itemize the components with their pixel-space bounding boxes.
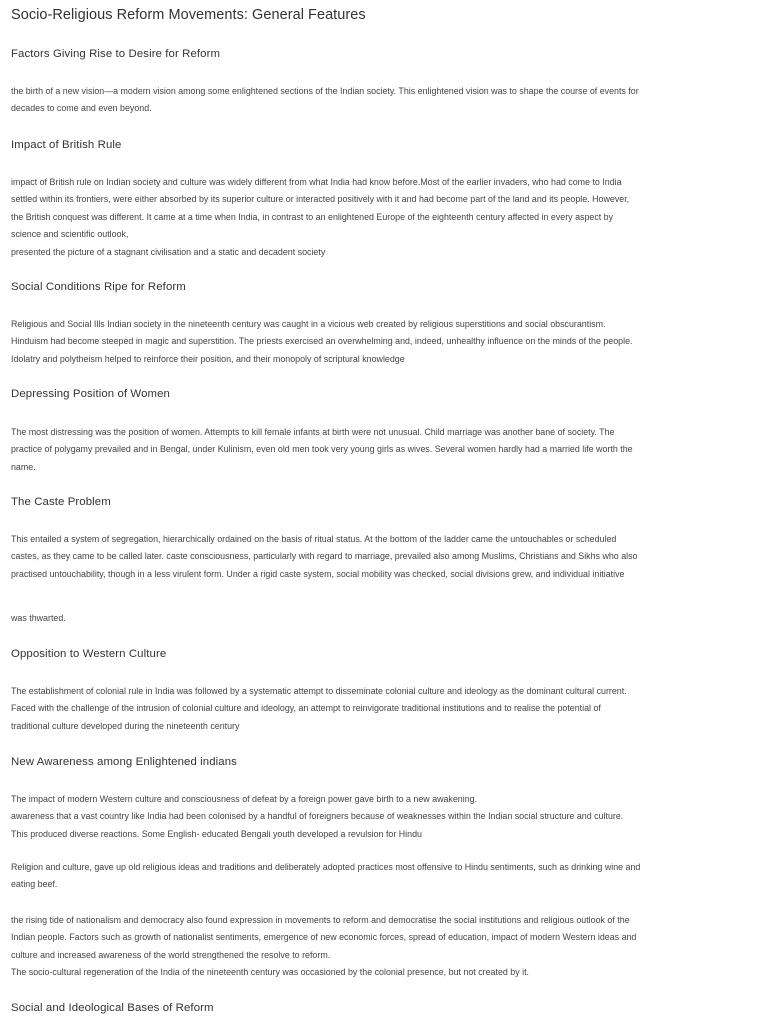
paragraph-line: This produced diverse reactions. Some English- educated Bengali youth developed a revulsion for Hindu (11, 828, 422, 839)
paragraph-line: decades to come and even beyond. (11, 103, 152, 114)
section-heading: Opposition to Western Culture (11, 648, 167, 660)
paragraph-line: culture and increased awareness of the world strengthened the resolve to reform. (11, 949, 331, 960)
paragraph-line: Religious and Social Ills Indian society in the nineteenth century was caught in a vicious web created by religious superstitions and social obscurantism. (11, 319, 606, 329)
paragraph-line: traditional culture developed during the nineteenth century (11, 720, 240, 731)
section-paragraph (11, 791, 759, 843)
section-heading: Factors Giving Rise to Desire for Reform (11, 48, 221, 60)
paragraph-line: name. (11, 461, 36, 472)
paragraph-line: Hinduism had become steeped in magic and superstition. The priests exercised an overwhelming and, indeed, unhealthy influence on the minds of the people. (11, 336, 633, 347)
section-heading: Social and Ideological Bases of Reform (11, 1002, 214, 1014)
section-heading: Impact of British Rule (11, 139, 122, 151)
paragraph-line: the rising tide of nationalism and democracy also found expression in movements to reform and democratise the social institutions and religious outlook of the (11, 915, 630, 925)
section-heading: Depressing Position of Women (11, 388, 170, 400)
paragraph-line: The socio-cultural regeneration of the India of the nineteenth century was occasioned by the colonial presence, but not created by it. (11, 967, 530, 978)
paragraph-line: The impact of modern Western culture and consciousness of defeat by a foreign power gave birth to a new awakening. (11, 794, 478, 804)
section-paragraph (11, 174, 759, 261)
paragraph-line: practice of polygamy prevailed and in Bengal, under Kulinism, even old men took very young girls as wives. Several women hardly had a married life worth the (11, 444, 633, 455)
paragraph-line: Indian people. Factors such as growth of nationalist sentiments, emergence of new economic forces, spread of education, impact of modern Western ideas and (11, 932, 637, 943)
section-paragraph (11, 859, 759, 894)
section-paragraph (11, 610, 759, 627)
paragraph-line: awareness that a vast country like India had been colonised by a handful of foreigners because of weaknesses within the Indian social structure and culture. (11, 811, 624, 822)
paragraph-line: castes, as they came to be called later. caste consciousness, particularly with regard to marriage, prevailed also among Muslims, Christians and Sikhs who also (11, 551, 638, 562)
section-paragraph (11, 424, 759, 476)
paragraph-line: Idolatry and polytheism helped to reinforce their position, and their monopoly of scriptural knowledge (11, 353, 405, 364)
section-paragraph (11, 912, 759, 982)
page-title: Socio-Religious Reform Movements: General Features (11, 7, 366, 23)
paragraph-line: impact of British rule on Indian society and culture was widely different from what India had know before.Most of the earlier invaders, who had come to India (11, 177, 622, 187)
paragraph-line: The establishment of colonial rule in India was followed by a systematic attempt to disseminate colonial culture and ideology as the dominant cultural current. (11, 686, 627, 696)
paragraph-line: was thwarted. (11, 613, 66, 623)
paragraph-line: presented the picture of a stagnant civilisation and a static and decadent society (11, 246, 326, 257)
paragraph-line: the British conquest was different. It came at a time when India, in contrast to an enlightened Europe of the eighteenth century affected in every aspect by (11, 211, 614, 222)
paragraph-line: The most distressing was the position of women. Attempts to kill female infants at birth were not unusual. Child marriage was another bane of society. The (11, 427, 615, 437)
section-paragraph (11, 316, 759, 368)
section-heading: New Awareness among Enlightened indians (11, 756, 237, 768)
paragraph-line: settled within its frontiers, were either absorbed by its superior culture or interacted positively with it and had become part of the land and its people. However, (11, 194, 630, 205)
paragraph-line: Faced with the challenge of the intrusion of colonial culture and ideology, an attempt to reinvigorate traditional institutions and to realise the potential of (11, 703, 601, 714)
paragraph-line: eating beef. (11, 879, 58, 890)
paragraph-line: This entailed a system of segregation, hierarchically ordained on the basis of ritual status. At the bottom of the ladder came the untouchables or scheduled (11, 534, 617, 544)
section-heading: Social Conditions Ripe for Reform (11, 281, 186, 293)
section-paragraph (11, 531, 759, 583)
section-paragraph (11, 683, 759, 735)
paragraph-line: science and scientific outlook, (11, 229, 129, 240)
paragraph-line: Religion and culture, gave up old religious ideas and traditions and deliberately adopted practices most offensive to Hindu sentiments, such as drinking wine and (11, 862, 641, 872)
section-paragraph (11, 83, 759, 118)
paragraph-line: the birth of a new vision—a modern vision among some enlightened sections of the Indian society. This enlightened vision was to shape the course of events for (11, 86, 639, 96)
paragraph-line: practised untouchability, though in a less virulent form. Under a rigid caste system, social mobility was checked, social divisions grew, and individual initiative (11, 568, 625, 579)
section-heading: The Caste Problem (11, 496, 111, 508)
